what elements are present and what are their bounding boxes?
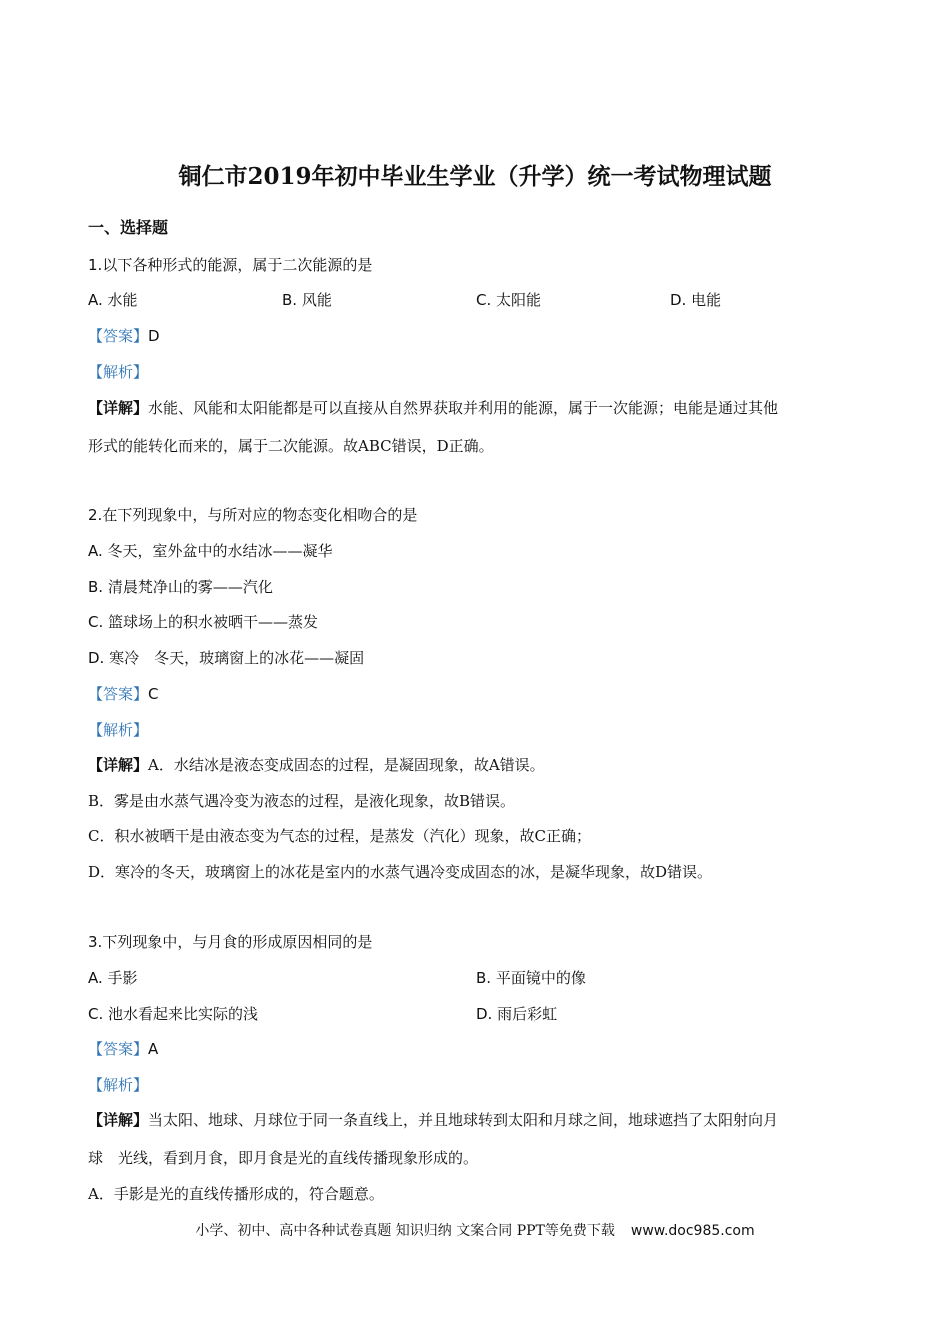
option-text: 雨后彩虹 [492, 1005, 558, 1023]
option-letter: D. [476, 1005, 493, 1023]
question-text: 以下各种形式的能源，属于二次能源的是 [102, 256, 373, 274]
detail-label: 【详解】 [88, 399, 149, 417]
q2-option-a [88, 541, 333, 561]
option-letter: C. [88, 613, 104, 631]
question-text: 下列现象中，与月食的形成原因相同的是 [102, 933, 373, 951]
q1-option-b [282, 290, 332, 310]
answer-value: C [148, 685, 159, 703]
question-1-stem [88, 255, 372, 275]
option-text: 平面镜中的像 [491, 969, 586, 987]
question-2-stem [88, 505, 417, 525]
answer-label: 【答案】 [88, 1040, 149, 1058]
q2-option-c [88, 612, 318, 632]
q3-option-b [476, 968, 586, 988]
option-letter: A. [88, 969, 103, 987]
q1-detail-line-1 [88, 398, 778, 418]
answer-value: A [148, 1040, 159, 1058]
section-heading: 一、选择题 [88, 218, 169, 237]
question-text: 在下列现象中，与所对应的物态变化相吻合的是 [102, 506, 418, 524]
question-3-stem [88, 932, 372, 952]
q3-detail-a: A．手影是光的直线传播形成的，符合题意。 [88, 1185, 384, 1203]
q2-detail-d: D．寒冷的冬天，玻璃窗上的冰花是室内的水蒸气遇冷变成固态的冰，是凝华现象，故D错误。 [88, 863, 713, 881]
q3-option-d [476, 1004, 557, 1024]
option-text: 水能 [102, 291, 138, 309]
q2-detail-a [88, 755, 545, 775]
option-letter: B. [88, 578, 104, 596]
q1-option-d [670, 290, 721, 310]
detail-text: A．水结冰是液态变成固态的过程，是凝固现象，故A错误。 [148, 756, 545, 774]
option-letter: C. [476, 291, 492, 309]
q3-option-c [88, 1004, 258, 1024]
q2-answer [88, 684, 159, 704]
option-letter: C. [88, 1005, 104, 1023]
option-text: 手影 [102, 969, 138, 987]
question-number: 2. [88, 506, 103, 524]
detail-label: 【详解】 [88, 756, 149, 774]
q2-option-d [88, 648, 364, 668]
q1-option-a [88, 290, 138, 310]
q1-option-c [476, 290, 541, 310]
option-text: 寒冷 冬天，玻璃窗上的冰花——凝固 [104, 649, 365, 667]
page-title: 铜仁市2019年初中毕业生学业（升学）统一考试物理试题 [178, 163, 772, 190]
footer-text: 小学、初中、高中各种试卷真题 知识归纳 文案合同 PPT等免费下载 [195, 1223, 615, 1239]
question-number: 3. [88, 933, 103, 951]
detail-label: 【详解】 [88, 1111, 149, 1129]
option-letter: B. [282, 291, 298, 309]
q3-option-a [88, 968, 138, 988]
option-text: 风能 [297, 291, 332, 309]
option-letter: B. [476, 969, 492, 987]
footer-link[interactable]: www.doc985.com [630, 1223, 755, 1239]
q3-answer [88, 1039, 158, 1059]
q1-answer [88, 326, 160, 346]
page-footer [0, 1220, 950, 1240]
answer-label: 【答案】 [88, 685, 149, 703]
option-letter: A. [88, 291, 103, 309]
option-text: 篮球场上的积水被晒干——蒸发 [103, 613, 319, 631]
q3-analysis-label: 【解析】 [88, 1076, 149, 1094]
q3-detail-line-1 [88, 1110, 778, 1130]
q1-analysis-label: 【解析】 [88, 363, 149, 381]
option-text: 电能 [686, 291, 722, 309]
option-letter: D. [670, 291, 687, 309]
detail-text: 水能、风能和太阳能都是可以直接从自然界获取并利用的能源，属于一次能源；电能是通过其他 [148, 399, 779, 417]
q2-detail-b: B．雾是由水蒸气遇冷变为液态的过程，是液化现象，故B错误。 [88, 792, 516, 810]
q2-option-b [88, 577, 273, 597]
answer-value: D [148, 327, 160, 345]
detail-text: 当太阳、地球、月球位于同一条直线上，并且地球转到太阳和月球之间，地球遮挡了太阳射向月 [148, 1111, 779, 1129]
option-text: 清晨梵净山的雾——汽化 [103, 578, 273, 596]
q2-analysis-label: 【解析】 [88, 721, 149, 739]
question-number: 1. [88, 256, 103, 274]
q3-detail-line-2: 球 光线，看到月食，即月食是光的直线传播现象形成的。 [88, 1149, 479, 1167]
answer-label: 【答案】 [88, 327, 149, 345]
option-letter: A. [88, 542, 103, 560]
option-text: 池水看起来比实际的浅 [103, 1005, 259, 1023]
q2-detail-c: C．积水被晒干是由液态变为气态的过程，是蒸发（汽化）现象，故C正确； [88, 827, 591, 845]
option-text: 太阳能 [491, 291, 542, 309]
option-text: 冬天，室外盆中的水结冰——凝华 [102, 542, 333, 560]
q1-detail-line-2: 形式的能转化而来的，属于二次能源。故ABC错误，D正确。 [88, 437, 494, 455]
option-letter: D. [88, 649, 105, 667]
